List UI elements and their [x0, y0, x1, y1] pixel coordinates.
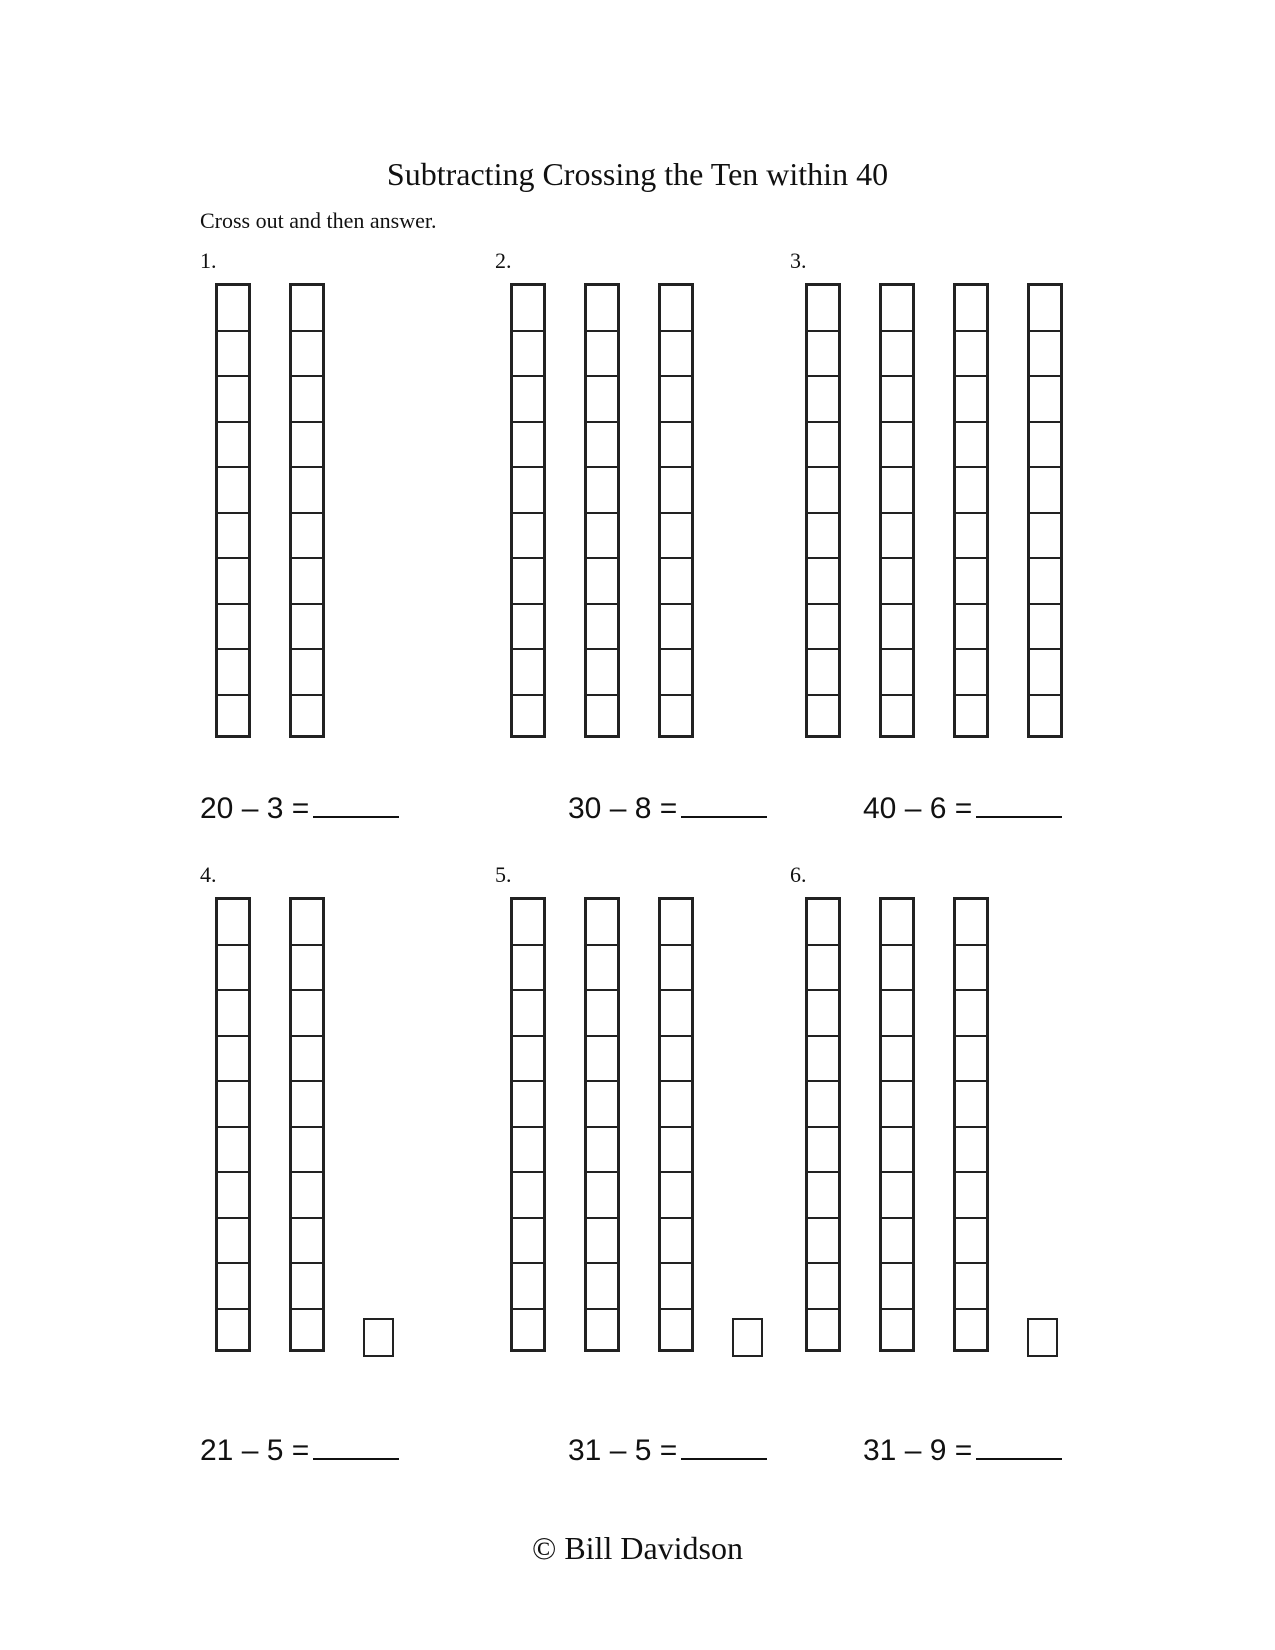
unit-cell[interactable]	[808, 900, 838, 946]
base-ten-blocks	[510, 283, 790, 763]
unit-cell[interactable]	[1030, 514, 1060, 560]
unit-cell[interactable]	[808, 696, 838, 742]
unit-cell[interactable]	[661, 1128, 691, 1174]
unit-cell[interactable]	[513, 696, 543, 742]
unit-cell[interactable]	[292, 377, 322, 423]
equation-text: 20 – 3 =	[200, 792, 310, 825]
unit-cell[interactable]	[661, 650, 691, 696]
unit-cell[interactable]	[882, 377, 912, 423]
unit-cell[interactable]	[956, 1173, 986, 1219]
unit-cell[interactable]	[661, 991, 691, 1037]
answer-blank[interactable]	[313, 790, 399, 818]
unit-cell[interactable]	[1030, 650, 1060, 696]
equation-1	[200, 790, 399, 826]
unit-cell[interactable]	[1030, 286, 1060, 332]
answer-blank[interactable]	[313, 1432, 399, 1460]
answer-blank[interactable]	[976, 1432, 1062, 1460]
unit-cell[interactable]	[218, 991, 248, 1037]
unit-cell[interactable]	[882, 605, 912, 651]
unit-cell[interactable]	[808, 423, 838, 469]
ten-rod	[289, 283, 325, 738]
unit-cell[interactable]	[587, 468, 617, 514]
unit-cell[interactable]	[956, 332, 986, 378]
unit-cell[interactable]	[661, 696, 691, 742]
unit-cell[interactable]	[587, 559, 617, 605]
unit-cell[interactable]	[661, 423, 691, 469]
unit-cell[interactable]	[587, 423, 617, 469]
unit-cell[interactable]	[808, 1173, 838, 1219]
unit-cell[interactable]	[808, 286, 838, 332]
unit-cell[interactable]	[661, 1219, 691, 1265]
unit-cell[interactable]	[882, 991, 912, 1037]
unit-cell[interactable]	[218, 1264, 248, 1310]
unit-cell[interactable]	[513, 1082, 543, 1128]
unit-cell[interactable]	[292, 468, 322, 514]
ten-rod	[805, 283, 841, 738]
unit-cell[interactable]	[292, 1037, 322, 1083]
unit-cell[interactable]	[882, 559, 912, 605]
unit-cell[interactable]	[1030, 377, 1060, 423]
unit-cell[interactable]	[218, 1082, 248, 1128]
unit-cell[interactable]	[882, 1264, 912, 1310]
unit-cell[interactable]	[292, 332, 322, 378]
unit-cell[interactable]	[956, 514, 986, 560]
unit-cell[interactable]	[882, 650, 912, 696]
problem-number: 2.	[495, 248, 512, 273]
unit-cell[interactable]	[808, 332, 838, 378]
unit-cell[interactable]	[513, 1264, 543, 1310]
unit-cell[interactable]	[513, 514, 543, 560]
unit-cell[interactable]	[513, 946, 543, 992]
unit-cell[interactable]	[956, 377, 986, 423]
ten-rod	[658, 897, 694, 1352]
unit-cell[interactable]	[1030, 559, 1060, 605]
unit-cell[interactable]	[587, 1082, 617, 1128]
unit-cell[interactable]	[956, 900, 986, 946]
unit-cell[interactable]	[513, 1037, 543, 1083]
unit-cell[interactable]	[513, 377, 543, 423]
ten-rod	[879, 283, 915, 738]
ten-rod	[805, 897, 841, 1352]
ten-rod	[215, 897, 251, 1352]
one-cube[interactable]	[732, 1318, 763, 1357]
unit-cell[interactable]	[292, 650, 322, 696]
problem-number: 3.	[790, 248, 807, 273]
unit-cell[interactable]	[808, 1310, 838, 1356]
unit-cell[interactable]	[956, 946, 986, 992]
unit-cell[interactable]	[661, 514, 691, 560]
unit-cell[interactable]	[661, 900, 691, 946]
unit-cell[interactable]	[218, 559, 248, 605]
ten-rod	[584, 897, 620, 1352]
unit-cell[interactable]	[513, 1310, 543, 1356]
base-ten-blocks	[510, 897, 790, 1377]
unit-cell[interactable]	[882, 1173, 912, 1219]
unit-cell[interactable]	[956, 468, 986, 514]
unit-cell[interactable]	[882, 1128, 912, 1174]
unit-cell[interactable]	[218, 514, 248, 560]
unit-cell[interactable]	[292, 900, 322, 946]
unit-cell[interactable]	[292, 1219, 322, 1265]
unit-cell[interactable]	[956, 650, 986, 696]
unit-cell[interactable]	[218, 286, 248, 332]
one-cube[interactable]	[1027, 1318, 1058, 1357]
base-ten-blocks	[215, 283, 495, 763]
unit-cell[interactable]	[587, 991, 617, 1037]
unit-cell[interactable]	[218, 696, 248, 742]
unit-cell[interactable]	[513, 650, 543, 696]
unit-cell[interactable]	[882, 696, 912, 742]
unit-cell[interactable]	[808, 377, 838, 423]
ten-rod	[510, 283, 546, 738]
unit-cell[interactable]	[882, 468, 912, 514]
unit-cell[interactable]	[218, 1173, 248, 1219]
equation-text: 31 – 5 =	[568, 1434, 678, 1467]
unit-cell[interactable]	[218, 1037, 248, 1083]
unit-cell[interactable]	[218, 650, 248, 696]
unit-cell[interactable]	[513, 468, 543, 514]
unit-cell[interactable]	[956, 1037, 986, 1083]
unit-cell[interactable]	[882, 1082, 912, 1128]
unit-cell[interactable]	[587, 1310, 617, 1356]
unit-cell[interactable]	[513, 1173, 543, 1219]
unit-cell[interactable]	[513, 559, 543, 605]
unit-cell[interactable]	[808, 1219, 838, 1265]
equation-5	[568, 1432, 767, 1468]
unit-cell[interactable]	[292, 514, 322, 560]
unit-cell[interactable]	[882, 1310, 912, 1356]
unit-cell[interactable]	[292, 286, 322, 332]
unit-cell[interactable]	[808, 946, 838, 992]
unit-cell[interactable]	[1030, 423, 1060, 469]
unit-cell[interactable]	[661, 1310, 691, 1356]
unit-cell[interactable]	[882, 946, 912, 992]
answer-blank[interactable]	[976, 790, 1062, 818]
unit-cell[interactable]	[808, 514, 838, 560]
unit-cell[interactable]	[956, 1128, 986, 1174]
unit-cell[interactable]	[808, 1264, 838, 1310]
unit-cell[interactable]	[882, 514, 912, 560]
unit-cell[interactable]	[218, 377, 248, 423]
unit-cell[interactable]	[513, 991, 543, 1037]
unit-cell[interactable]	[513, 286, 543, 332]
unit-cell[interactable]	[956, 1082, 986, 1128]
equation-text: 31 – 9 =	[863, 1434, 973, 1467]
unit-cell[interactable]	[292, 1264, 322, 1310]
unit-cell[interactable]	[808, 1037, 838, 1083]
unit-cell[interactable]	[808, 605, 838, 651]
unit-cell[interactable]	[218, 1219, 248, 1265]
unit-cell[interactable]	[292, 991, 322, 1037]
unit-cell[interactable]	[587, 286, 617, 332]
unit-cell[interactable]	[587, 1264, 617, 1310]
unit-cell[interactable]	[292, 1173, 322, 1219]
unit-cell[interactable]	[513, 1128, 543, 1174]
ten-rod	[510, 897, 546, 1352]
unit-cell[interactable]	[587, 332, 617, 378]
unit-cell[interactable]	[587, 900, 617, 946]
unit-cell[interactable]	[218, 1128, 248, 1174]
unit-cell[interactable]	[661, 1173, 691, 1219]
unit-cell[interactable]	[587, 1219, 617, 1265]
unit-cell[interactable]	[218, 332, 248, 378]
unit-cell[interactable]	[587, 377, 617, 423]
unit-cell[interactable]	[808, 650, 838, 696]
unit-cell[interactable]	[882, 900, 912, 946]
unit-cell[interactable]	[218, 900, 248, 946]
unit-cell[interactable]	[292, 1128, 322, 1174]
problem-number: 4.	[200, 862, 217, 887]
unit-cell[interactable]	[882, 286, 912, 332]
equation-text: 40 – 6 =	[863, 792, 973, 825]
unit-cell[interactable]	[661, 946, 691, 992]
unit-cell[interactable]	[513, 605, 543, 651]
unit-cell[interactable]	[882, 1037, 912, 1083]
ten-rod	[953, 897, 989, 1352]
unit-cell[interactable]	[1030, 332, 1060, 378]
unit-cell[interactable]	[513, 1219, 543, 1265]
ten-rod	[658, 283, 694, 738]
equation-4	[200, 1432, 399, 1468]
unit-cell[interactable]	[292, 946, 322, 992]
unit-cell[interactable]	[218, 1310, 248, 1356]
ten-rod	[215, 283, 251, 738]
unit-cell[interactable]	[661, 559, 691, 605]
unit-cell[interactable]	[661, 1082, 691, 1128]
unit-cell[interactable]	[956, 1264, 986, 1310]
unit-cell[interactable]	[292, 423, 322, 469]
unit-cell[interactable]	[661, 605, 691, 651]
worksheet-title: Subtracting Crossing the Ten within 40	[386, 156, 889, 192]
unit-cell[interactable]	[956, 991, 986, 1037]
unit-cell[interactable]	[661, 1264, 691, 1310]
unit-cell[interactable]	[587, 696, 617, 742]
unit-cell[interactable]	[661, 468, 691, 514]
copyright-footer: © Bill Davidson	[532, 1530, 743, 1566]
unit-cell[interactable]	[587, 1128, 617, 1174]
equation-6	[863, 1432, 1062, 1468]
unit-cell[interactable]	[292, 559, 322, 605]
answer-blank[interactable]	[681, 1432, 767, 1460]
ten-rod	[879, 897, 915, 1352]
unit-cell[interactable]	[513, 900, 543, 946]
unit-cell[interactable]	[808, 1082, 838, 1128]
unit-cell[interactable]	[882, 1219, 912, 1265]
unit-cell[interactable]	[1030, 696, 1060, 742]
unit-cell[interactable]	[292, 605, 322, 651]
equation-text: 30 – 8 =	[568, 792, 678, 825]
unit-cell[interactable]	[808, 991, 838, 1037]
unit-cell[interactable]	[956, 423, 986, 469]
base-ten-blocks	[805, 283, 1085, 763]
unit-cell[interactable]	[661, 332, 691, 378]
unit-cell[interactable]	[956, 1219, 986, 1265]
unit-cell[interactable]	[956, 605, 986, 651]
unit-cell[interactable]	[218, 468, 248, 514]
unit-cell[interactable]	[292, 1310, 322, 1356]
answer-blank[interactable]	[681, 790, 767, 818]
unit-cell[interactable]	[587, 514, 617, 560]
unit-cell[interactable]	[513, 423, 543, 469]
equation-text: 21 – 5 =	[200, 1434, 310, 1467]
unit-cell[interactable]	[292, 1082, 322, 1128]
unit-cell[interactable]	[587, 605, 617, 651]
ten-rod	[953, 283, 989, 738]
unit-cell[interactable]	[218, 946, 248, 992]
unit-cell[interactable]	[808, 468, 838, 514]
unit-cell[interactable]	[661, 377, 691, 423]
unit-cell[interactable]	[661, 1037, 691, 1083]
base-ten-blocks	[805, 897, 1085, 1377]
unit-cell[interactable]	[218, 605, 248, 651]
equation-2	[568, 790, 767, 826]
equation-3	[863, 790, 1062, 826]
unit-cell[interactable]	[661, 286, 691, 332]
instructions-text: Cross out and then answer.	[200, 208, 437, 233]
ten-rod	[1027, 283, 1063, 738]
problem-number: 5.	[495, 862, 512, 887]
problem-number: 6.	[790, 862, 807, 887]
unit-cell[interactable]	[292, 696, 322, 742]
unit-cell[interactable]	[956, 559, 986, 605]
ten-rod	[289, 897, 325, 1352]
unit-cell[interactable]	[1030, 468, 1060, 514]
ten-rod	[584, 283, 620, 738]
base-ten-blocks	[215, 897, 495, 1377]
unit-cell[interactable]	[956, 1310, 986, 1356]
unit-cell[interactable]	[808, 559, 838, 605]
unit-cell[interactable]	[587, 946, 617, 992]
unit-cell[interactable]	[1030, 605, 1060, 651]
unit-cell[interactable]	[956, 286, 986, 332]
unit-cell[interactable]	[882, 423, 912, 469]
unit-cell[interactable]	[513, 332, 543, 378]
unit-cell[interactable]	[808, 1128, 838, 1174]
unit-cell[interactable]	[587, 650, 617, 696]
problem-number: 1.	[200, 248, 217, 273]
unit-cell[interactable]	[587, 1037, 617, 1083]
unit-cell[interactable]	[956, 696, 986, 742]
unit-cell[interactable]	[882, 332, 912, 378]
unit-cell[interactable]	[587, 1173, 617, 1219]
unit-cell[interactable]	[218, 423, 248, 469]
one-cube[interactable]	[363, 1318, 394, 1357]
